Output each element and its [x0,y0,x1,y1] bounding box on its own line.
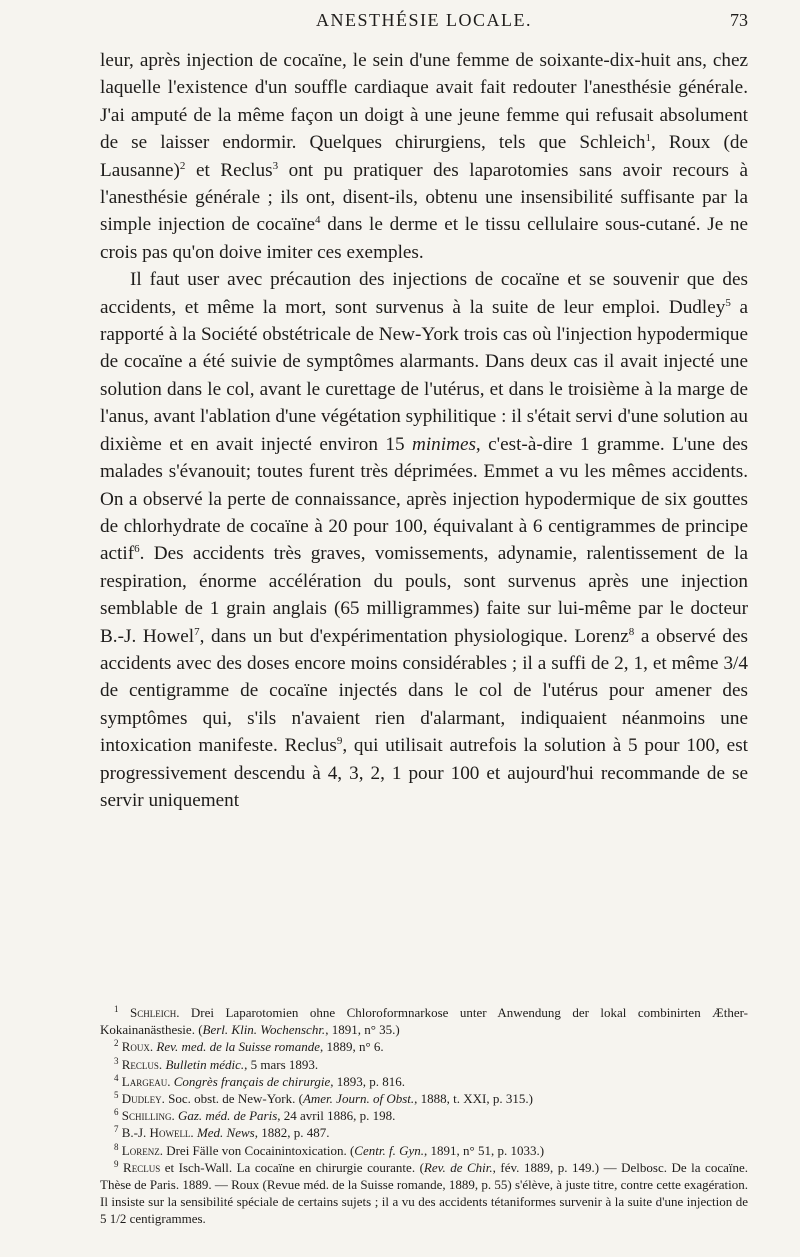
footnote-source: Gaz. méd. de Paris [177,1108,278,1124]
footnote-number: 5 [114,1090,119,1101]
text-run: et Reclus [185,159,273,181]
footnotes [100,1004,748,1228]
text-run: , qui utilisait autrefois la solution à 5 pour 100, est progressivement descendu à 4, 3, 2, 1 pour 100 et aujourd'hui recommande de se servir uniquement [100,735,748,811]
paragraph-2 [100,266,748,814]
running-title: ANESTHÉSIE LOCALE. [316,10,532,30]
footnote [100,1124,748,1141]
footnote-author: Reclus. [121,1056,163,1072]
footnote-author: B.-J. Howell. [121,1125,194,1141]
footnote [100,1159,748,1228]
footnote-ref: 6 [134,543,140,556]
footnote-source: Berl. Klin. Wochenschr. [202,1022,326,1038]
footnote-number: 9 [114,1158,119,1169]
footnote-rest: , 1889, n° 6. [319,1039,384,1055]
footnote-ref: 5 [725,296,731,309]
footnote-source: Amer. Journ. of Obst. [302,1091,415,1107]
footnote-rest: , 5 mars 1893. [244,1056,319,1072]
footnote [100,1004,748,1038]
footnote-rest: , 1888, t. XXI, p. 315.) [414,1091,533,1107]
footnote-text: Drei Fälle von Cocainintoxication. ( [162,1142,355,1158]
footnote-number: 7 [114,1124,119,1135]
text-run: . Des accidents très graves, vomissements, adynamie, ralentissement de la respiration, énorme accélération du pouls, sont survenus après une injection semblable de 1 grain anglais (65 milligrammes) faite sur lui-même par le docteur B.-J. Howel [100,543,748,647]
footnote-author: Reclus [123,1159,161,1175]
footnote-author: Dudley. [121,1091,165,1107]
footnote-ref: 2 [179,159,186,172]
text-run: ont pu pratiquer des laparotomies sans avoir recours à l'anesthésie générale ; ils ont, disent-ils, obtenu une insensibilité suffisante par la simple injection de cocaïne [100,159,749,236]
footnote-source: Med. News [196,1125,255,1141]
footnote-text: Drei Laparotomien ohne Chloroformnarkose unter Anwendung der lokal combinirten Æther-Kokainanästhesie. ( [100,1005,748,1038]
italic-term: minimes [411,433,476,455]
text-run: , dans un but d'expérimentation physiologique. Lorenz [199,625,629,647]
footnote-source: Centr. f. Gyn. [354,1142,424,1158]
main-text [100,47,748,814]
footnote-ref: 7 [194,625,200,638]
text-run: a observé des accidents avec des doses encore moins considérables ; il a suffi de 2, 1, et même 3/4 de centigramme de cocaïne injectés dans le col de l'utérus pour amener des symptômes qui, s'ils n'avaient rien d'alarmant, indiquaient néanmoins une intoxication manifeste. Reclus [100,625,749,757]
text-run: Il faut user avec précaution des injections de cocaïne et se souvenir que des accidents, et même la mort, sont survenus à la suite de leur emploi. Dudley [100,269,748,318]
footnote-source: Rev. de Chir. [423,1159,493,1175]
footnote-source: Congrès français de chirurgie [173,1073,331,1089]
footnote-text: et Isch-Wall. La cocaïne en chirurgie courante. ( [160,1159,424,1175]
footnote-ref: 9 [336,735,343,748]
footnote-number: 2 [114,1038,119,1049]
footnote-rest: , 1891, n° 35.) [325,1022,400,1038]
footnote-author: Largeau. [121,1073,171,1089]
footnote-number: 4 [114,1072,119,1083]
text-run: leur, après injection de cocaïne, le sein d'une femme de soixante-dix-huit ans, chez laquelle l'existence d'un souffle cardiaque avait fait redouter l'anesthésie générale. J'ai amputé de la même façon un doigt à une jeune femme qui refusait absolument de se laisser endormir. Quelques chirurgiens, tels que Schleich [100,50,748,154]
page-header [100,8,748,34]
footnote-author: Roux. [121,1039,154,1055]
footnote-text: Soc. obst. de New-York. ( [164,1091,303,1107]
footnote-rest: , fév. 1889, p. 149.) — Delbosc. De la cocaïne. Thèse de Paris. 1889. — Roux (Revue méd. de la Suisse romande, 1889, p. 55) s'élève, à juste titre, contre cette exagération. Il insiste sur la sensibilité spéciale de certains sujets ; il a vu des accidents tétaniformes survenir à la suite d'une injection de 5 1/2 centigrammes. [100,1159,749,1227]
footnote [100,1073,748,1090]
page-number: 73 [730,10,748,30]
footnote-ref: 1 [645,132,651,145]
footnote-rest: , 1882, p. 487. [254,1125,330,1141]
footnote-source: Bulletin médic. [165,1056,245,1072]
footnote-author: Schleich. [129,1005,180,1020]
footnote-number: 1 [114,1004,119,1014]
text-run: , Roux (de Lausanne) [100,132,748,181]
footnote-number: 6 [114,1107,119,1118]
footnote [100,1142,748,1159]
footnote [100,1090,748,1107]
text-run: dans le derme et le tissu cellulaire sous-cutané. Je ne crois pas qu'on doive imiter ces exemples. [100,214,748,263]
footnote [100,1107,748,1124]
footnote-rest: , 24 avril 1886, p. 198. [277,1108,396,1124]
footnote-ref: 8 [628,625,635,638]
text-run: , c'est-à-dire 1 gramme. L'une des malades s'évanouit; toutes furent très déprimées. Emmet a vu les mêmes accidents. On a observé la perte de connaissance, après injection hypodermique de six gouttes de chlorhydrate de cocaïne à 20 pour 100, équivalant à 6 centigrammes de principe actif [100,433,748,565]
footnote-rest: , 1893, p. 816. [330,1073,406,1089]
footnote-number: 3 [114,1055,119,1066]
footnote-source: Rev. med. de la Suisse romande [156,1039,320,1055]
paragraph-1 [100,47,748,266]
footnote-ref: 4 [315,214,321,227]
footnote-number: 8 [114,1141,119,1152]
footnote-ref: 3 [272,159,279,172]
footnote-author: Schilling. [121,1108,175,1124]
footnote [100,1056,748,1073]
footnote [100,1038,748,1055]
footnote-rest: , 1891, n° 51, p. 1033.) [424,1142,545,1158]
footnote-author: Lorenz. [121,1142,163,1158]
text-run: a rapporté à la Société obstétricale de New-York trois cas où l'injection hypodermique de cocaïne a été suivie de symptômes alarmants. Dans deux cas il avait injecté une solution dans le col, avant le curettage de l'utérus, et dans le troisième à la marge de l'anus, avant l'ablation d'une végétation syphilitique : il s'était servi d'une solution au dixième et en avait injecté environ 15 [100,296,748,455]
